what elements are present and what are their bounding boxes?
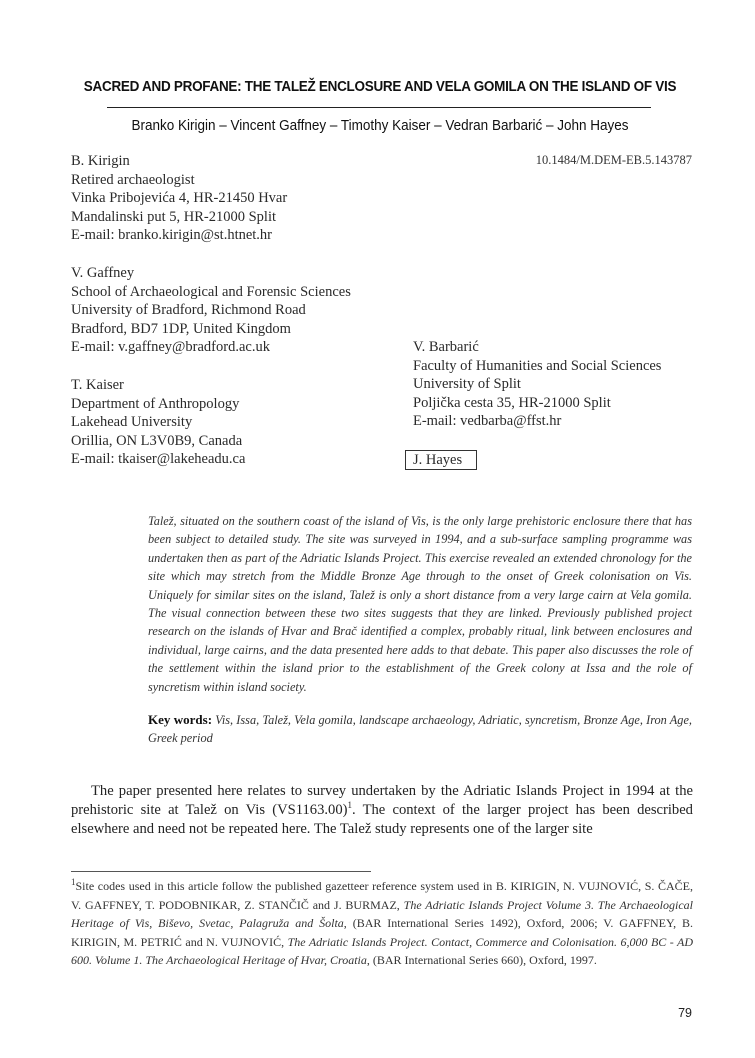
keywords — [148, 711, 692, 748]
address-line: Bradford, BD7 1DP, United Kingdom — [71, 320, 291, 337]
footnote-text: , (BAR International Series 1492), Oxford, 2006; V. GAFFNEY, B. KIRIGIN, M. PETRIĆ and N. VUJNOVIĆ, — [71, 916, 693, 949]
body-text-segment: The paper presented here relates to survey undertaken by the Adriatic Islands Project in 1994 at the prehistoric site at Talež on Vis (VS1163.00) — [71, 783, 693, 818]
footnote-citation-title: The Adriatic Islands Project Volume 3. The Archaeological Heritage of Vis, Biševo, Svetac, Palagruža and Šolta — [71, 897, 693, 931]
footnote-citation-title: The Adriatic Islands Project. Contact, Commerce and Colonisation. 6,000 BC - AD 600. Volume 1. The Archaeological Heritage of Hvar, Croatia — [71, 934, 694, 968]
author-name-hayes-box: J. Hayes — [405, 450, 477, 470]
affiliation-line: School of Archaeological and Forensic Sciences — [71, 283, 351, 300]
body-text-segment: . The context of the larger project has been described elsewhere and need not be repeated here. The Talež study represents one of the larger site — [71, 801, 693, 837]
email-link[interactable]: E-mail: branko.kirigin@st.htnet.hr — [71, 227, 273, 243]
affiliation-kaiser — [71, 376, 245, 469]
keywords-label: Key words: — [148, 712, 213, 727]
affiliation-line: Department of Anthropology — [71, 395, 240, 412]
author-name: V. Gaffney — [71, 265, 135, 281]
author-name: T. Kaiser — [71, 377, 124, 393]
address-line: Lakehead University — [71, 414, 193, 430]
author-name: B. Kirigin — [71, 153, 130, 169]
footnote-reference[interactable]: 1 — [347, 799, 352, 810]
email-link[interactable]: E-mail: v.gaffney@bradford.ac.uk — [71, 339, 270, 355]
address-line: Vinka Pribojevića 4, HR-21450 Hvar — [71, 190, 288, 206]
author-name: V. Barbarić — [413, 339, 479, 355]
page-number: 79 — [678, 1006, 692, 1020]
address-line: Mandalinski put 5, HR-21000 Split — [71, 208, 277, 225]
footnote-marker: 1 — [71, 877, 76, 887]
footnote-text: Site codes used in this article follow the published gazetteer reference system used in B. KIRIGIN, N. VUJNOVIĆ, S. ČAČE, V. GAFFNEY, T. PODOBNIKAR, Z. STANČIČ and J. BURMAZ, — [71, 879, 693, 912]
abstract: Talež, situated on the southern coast of the island of Vis, is the only large prehistoric enclosure there that has been subject to detailed study. The site was surveyed in 1994, and a sub-surface sampling programme was undertaken then as part of the Adriatic Islands Project. This exercise revealed an extended chronology for the site which may stretch from the Middle Bronze Age through to the onset of Greek colonisation on Vis. Uniquely for similar sites on the island, Talež is only a short distance from a very large cairn at Vela gomila. The visual connection between these two sites suggests that they are linked. Previously published project research on the islands of Hvar and Brač identified a complex, probably ritual, link between enclosures and individual, large cairns, and the data presented here adds to that debate. This paper also discusses the role of the settlement within the island prior to the establishment of the Greek colony at Issa and the role of syncretism within island society. — [148, 514, 692, 694]
title-divider — [107, 107, 651, 108]
affiliation-line: Faculty of Humanities and Social Sciences — [413, 357, 662, 374]
affiliation-barbaric — [413, 338, 661, 431]
author-list: Branko Kirigin – Vincent Gaffney – Timothy Kaiser – Vedran Barbarić – John Hayes — [131, 117, 629, 134]
email-link[interactable]: E-mail: tkaiser@lakeheadu.ca — [71, 451, 246, 467]
address-line: University of Bradford, Richmond Road — [71, 302, 306, 318]
affiliation-kirigin — [71, 152, 287, 245]
address-line: University of Split — [413, 376, 521, 392]
doi[interactable]: 10.1484/M.DEM-EB.5.143787 — [535, 153, 692, 167]
affiliation-line: Retired archaeologist — [71, 171, 195, 188]
body-paragraph — [71, 782, 693, 838]
affiliation-gaffney — [71, 264, 351, 357]
article-title: SACRED AND PROFANE: THE TALEŽ ENCLOSURE AND VELA GOMILA ON THE ISLAND OF VIS — [83, 79, 677, 95]
keywords-list: Vis, Issa, Talež, Vela gomila, landscape archaeology, Adriatic, syncretism, Bronze Age, Iron Age, Greek period — [148, 713, 692, 746]
address-line: Poljička cesta 35, HR-21000 Split — [413, 394, 611, 411]
footnote-text: , (BAR International Series 660), Oxford, 1997. — [366, 953, 597, 968]
footnote-divider — [71, 871, 371, 872]
footnote — [71, 877, 693, 970]
email-link[interactable]: E-mail: vedbarba@ffst.hr — [413, 413, 562, 429]
address-line: Orillia, ON L3V0B9, Canada — [71, 432, 243, 449]
